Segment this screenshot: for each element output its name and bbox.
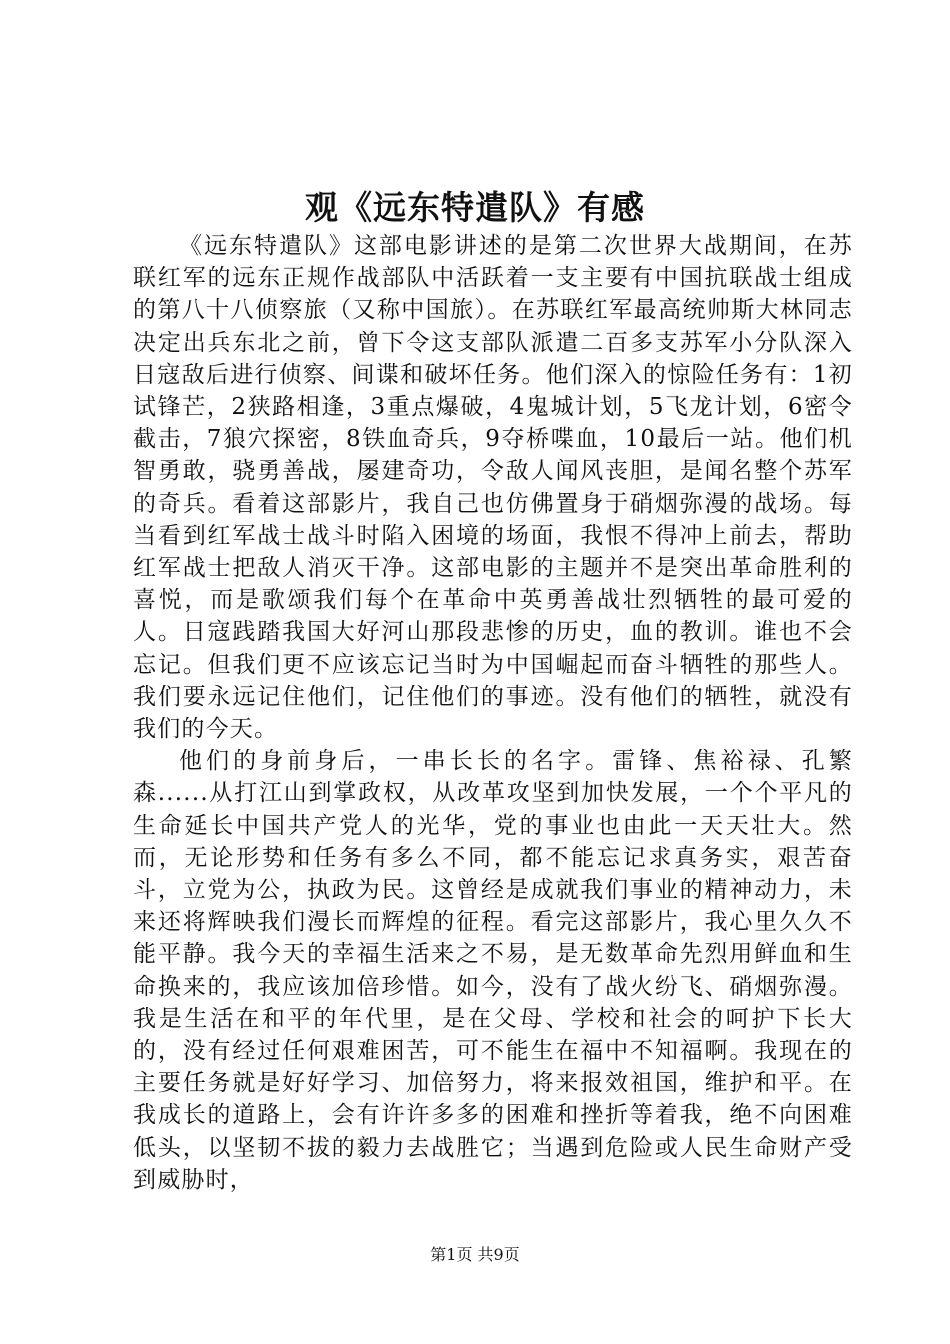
- document-body: [133, 230, 853, 1196]
- document-title: 观《远东特遣队》有感: [305, 188, 645, 227]
- page-number-footer: 第1页 共9页: [430, 1245, 520, 1264]
- paragraph-2: 他们的身前身后，一串长长的名字。雷锋、焦裕禄、孔繁森......从打江山到掌政权，从改革攻坚到加快发展，一个个平凡的生命延长中国共产党人的光华，党的事业也由此一天天壮大。然而，无论形势和任务有多么不同，都不能忘记求真务实，艰苦奋斗，立党为公，执政为民。这曾经是成就我们事业的精神动力，未来还将辉映我们漫长而辉煌的征程。看完这部影片，我心里久久不能平静。我今天的幸福生活来之不易，是无数革命先烈用鲜血和生命换来的，我应该加倍珍惜。如今，没有了战火纷飞、硝烟弥漫。我是生活在和平的年代里，是在父母、学校和社会的呵护下长大的，没有经过任何艰难困苦，可不能生在福中不知福啊。我现在的主要任务就是好好学习、加倍努力，将来报效祖国，维护和平。在我成长的道路上，会有许许多多的困难和挫折等着我，绝不向困难低头，以坚韧不拔的毅力去战胜它；当遇到危险或人民生命财产受到威胁时，: [133, 748, 853, 1193]
- paragraph-1: 《远东特遣队》这部电影讲述的是第二次世界大战期间，在苏联红军的远东正规作战部队中活跃着一支主要有中国抗联战士组成的第八十八侦察旅（又称中国旅）。在苏联红军最高统帅斯大林同志决定出兵东北之前，曾下令这支部队派遣二百多支苏军小分队深入日寇敌后进行侦察、间谍和破坏任务。他们深入的惊险任务有：1初试锋芒，2狭路相逢，3重点爆破，4鬼城计划，5飞龙计划，6密令截击，7狼穴探密，8铁血奇兵，9夺桥喋血，10最后一站。他们机智勇敢，骁勇善战，屡建奇功，令敌人闻风丧胆，是闻名整个苏军的奇兵。看着这部影片，我自己也仿佛置身于硝烟弥漫的战场。每当看到红军战士战斗时陷入困境的场面，我恨不得冲上前去，帮助红军战士把敌人消灭干净。这部电影的主题并不是突出革命胜利的喜悦，而是歌颂我们每个在革命中英勇善战壮烈牺牲的最可爱的人。日寇践踏我国大好河山那段悲惨的历史，血的教训。谁也不会忘记。但我们更不应该忘记当时为中国崛起而奋斗牺牲的那些人。我们要永远记住他们，记住他们的事迹。没有他们的牺牲，就没有我们的今天。: [133, 233, 853, 743]
